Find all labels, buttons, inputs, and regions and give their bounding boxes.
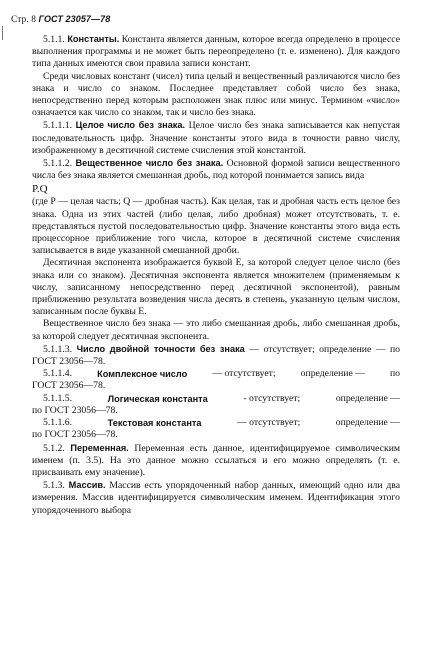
page-number: Стр. 8	[11, 15, 39, 25]
clause-heading: Комплексное число	[97, 369, 188, 380]
paragraph-real-number-def: Вещественное число без знака — это либо смешанная дробь, либо смешанная дробь, за которой следует десятичная экспонента.	[32, 318, 400, 342]
clause-text: определение —	[335, 392, 400, 404]
clause-text: по ГОСТ 23056—78.	[32, 404, 118, 416]
page-header	[11, 14, 110, 25]
clause-text: — отсутствует;	[237, 417, 301, 429]
clause-number: 5.1.1.	[43, 34, 68, 45]
clause-text: определение —	[300, 368, 365, 380]
clause-text: — отсутствует;	[212, 368, 276, 380]
clause-heading: Переменная.	[70, 442, 129, 453]
clause-number: 5.1.1.6.	[43, 417, 73, 429]
clause-number: 5.1.2.	[43, 442, 71, 454]
paragraph-mixed-fraction: (где Р — целая часть; Q — дробная часть). Как целая, так и дробная часть есть целое без знака. Одна из этих частей (либо целая, либо дробная) может отсутствовать, т. е. представляться пустой последовательностью цифр. Значение константы этого вида есть процессорное приближение того числа, которое в десятичной системе счисления записывается в виде указанной смешанной дроби.	[32, 196, 400, 257]
clause-text: - отсутствует;	[243, 392, 301, 404]
clause-text: — отсутствует; определение — по ГОСТ 23056—78.	[32, 343, 400, 368]
clause-text: Переменная есть данное, идентифицируемое символическим именем (п. 3.5). На это данное можно ссылаться и его можно определять (т. е. присваивать ему значение).	[32, 442, 401, 478]
paragraph-5-1-1-3	[32, 343, 400, 368]
formula: P.Q	[32, 183, 48, 196]
clause-number: 5.1.1.5.	[43, 392, 73, 404]
clause-number: 5.1.1.2.	[43, 158, 76, 170]
clause-number: 5.1.3.	[43, 480, 69, 492]
paragraph-5-1-3	[32, 479, 400, 517]
paragraph-5-1-1-2	[32, 157, 400, 182]
margin-mark	[2, 26, 3, 40]
standard-code: ГОСТ 23057—78	[38, 14, 111, 24]
clause-text: Массив есть упорядоченный набор данных, имеющий одно или два измерения. Массив идентифицируется символическим именем. Идентификация этого упорядоченного выбора	[32, 480, 401, 516]
paragraph-5-1-1-5	[32, 393, 400, 417]
clause-heading: Целое число без знака.	[75, 120, 186, 131]
paragraph-5-1-2	[32, 442, 400, 480]
clause-number: 5.1.1.1.	[43, 120, 76, 132]
clause-heading: Константы.	[67, 34, 120, 44]
clause-text: Основной формой записи вещественного числа без знака является смешанная дробь, под которой понимается запись вида	[32, 158, 400, 182]
clause-text: определение —	[335, 417, 400, 429]
clause-text: по	[389, 368, 400, 380]
paragraph-numeric-constants: Среди числовых констант (чисел) типа целый и вещественный различаются число без знака и число со знаком. Последнее представляет собой число без знака, непосредственно перед которым расположен знак плюс или минус. Термином «число» означается как число со знаком, так и число без знака.	[32, 70, 400, 119]
paragraph-decimal-exponent: Десятичная экспонента изображается буквой Е, за которой следует целое число (без знака или со знаком). Десятичная экспонента является множителем (применяемым к числу, записанному непосредственно перед десятичной экспонентой), равным приближению результата возведения числа десять в степень, указанную целым числом, записанным после буквы Е.	[32, 257, 400, 318]
document-body	[32, 33, 400, 517]
clause-text: Константа является данным, которое всегда определено в процессе выполнения программы и не может быть переопределено (т. е. изменено). Для каждого типа данных имеются свои правила записи констант.	[32, 34, 400, 70]
clause-heading: Логическая константа	[107, 393, 208, 404]
paragraph-5-1-1-1	[32, 119, 400, 157]
clause-number: 5.1.1.3.	[43, 343, 77, 355]
clause-heading: Число двойной точности без знака	[76, 343, 245, 354]
clause-text: Целое число без знака записывается как непустая последовательность цифр. Значение константы этого вида в точности равно числу, изображенному в десятичной системе счисления этой константой.	[32, 120, 400, 156]
paragraph-5-1-1	[32, 33, 400, 71]
clause-heading: Текстовая константа	[107, 418, 202, 429]
paragraph-5-1-1-4	[32, 368, 400, 392]
clause-heading: Массив.	[68, 480, 106, 491]
clause-number: 5.1.1.4.	[43, 368, 73, 380]
paragraph-5-1-1-6	[32, 417, 400, 441]
clause-text: по ГОСТ 23056—78.	[32, 429, 118, 441]
clause-text: ГОСТ 23056—78.	[32, 380, 106, 392]
clause-heading: Вещественное число без знака.	[75, 158, 224, 169]
